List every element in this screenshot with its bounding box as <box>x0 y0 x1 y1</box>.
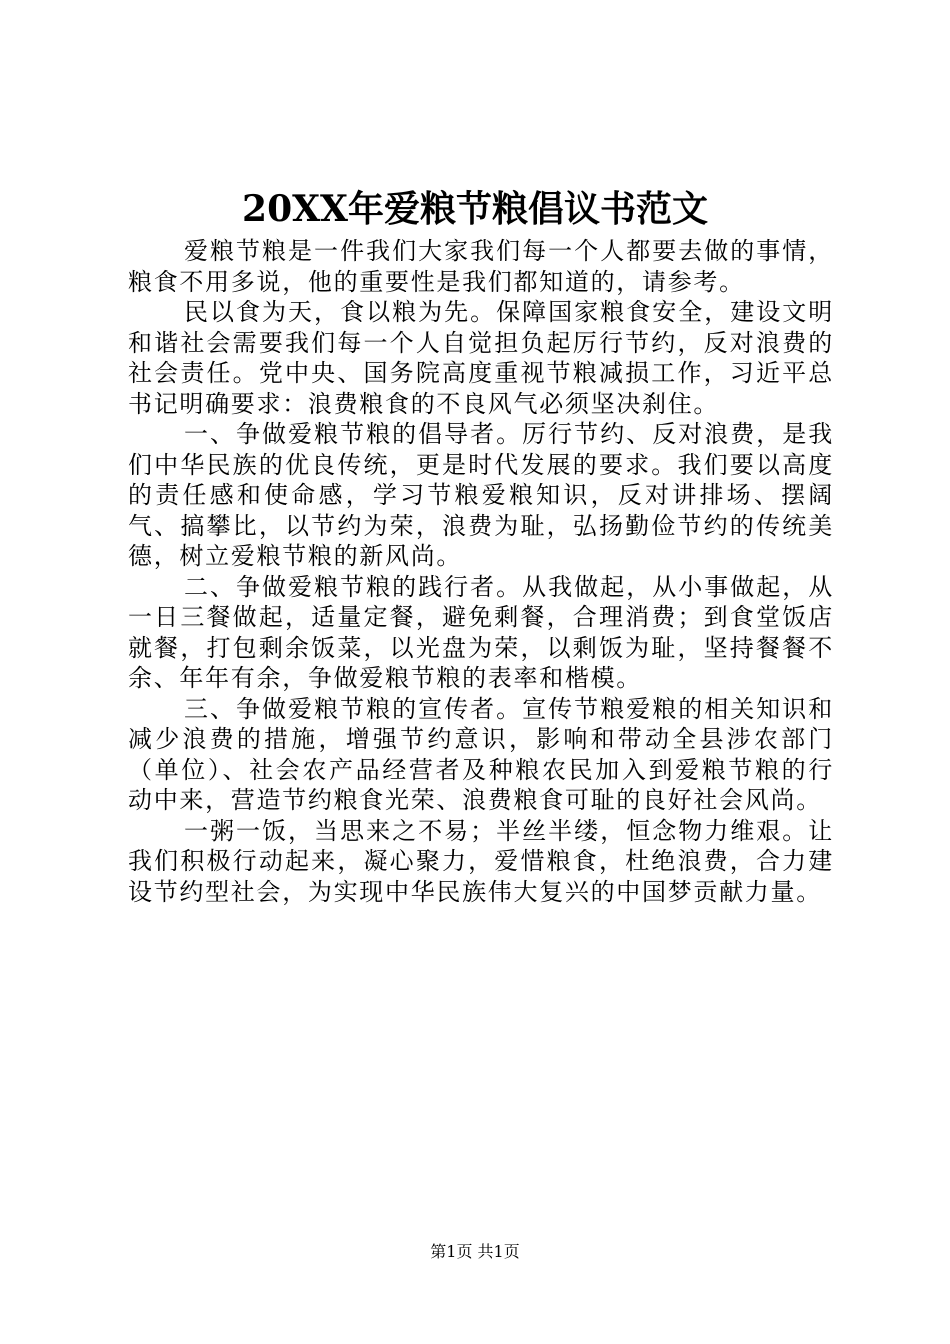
paragraph-background: 民以食为天，食以粮为先。保障国家粮食安全，建设文明和谐社会需要我们每一个人自觉担负起厉行节约，反对浪费的社会责任。党中央、国务院高度重视节粮减损工作，习近平总书记明确要求：浪费粮食的不良风气必须坚决刹住。 <box>128 298 834 418</box>
paragraph-promoter: 三、争做爱粮节粮的宣传者。宣传节粮爱粮的相关知识和减少浪费的措施，增强节约意识，影响和带动全县涉农部门（单位）、社会农产品经营者及种粮农民加入到爱粮节粮的行动中来，营造节约粮食光荣、浪费粮食可耻的良好社会风尚。 <box>128 694 834 814</box>
page-number-footer: 第1页 共1页 <box>430 1242 520 1261</box>
document-body <box>128 236 834 907</box>
paragraph-closing: 一粥一饭，当思来之不易；半丝半缕，恒念物力维艰。让我们积极行动起来，凝心聚力，爱惜粮食，杜绝浪费，合力建设节约型社会，为实现中华民族伟大复兴的中国梦贡献力量。 <box>128 816 834 906</box>
document-title: 20XX年爱粮节粮倡议书范文 <box>242 188 708 230</box>
paragraph-practitioner: 二、争做爱粮节粮的践行者。从我做起，从小事做起，从一日三餐做起，适量定餐，避免剩餐，合理消费；到食堂饭店就餐，打包剩余饭菜，以光盘为荣，以剩饭为耻，坚持餐餐不余、年年有余，争做爱粮节粮的表率和楷模。 <box>128 572 834 692</box>
paragraph-advocate: 一、争做爱粮节粮的倡导者。厉行节约、反对浪费，是我们中华民族的优良传统，更是时代发展的要求。我们要以高度的责任感和使命感，学习节粮爱粮知识，反对讲排场、摆阔气、搞攀比，以节约为荣，浪费为耻，弘扬勤俭节约的传统美德，树立爱粮节粮的新风尚。 <box>128 420 834 570</box>
paragraph-intro: 爱粮节粮是一件我们大家我们每一个人都要去做的事情，粮食不用多说，他的重要性是我们都知道的，请参考。 <box>128 237 834 296</box>
